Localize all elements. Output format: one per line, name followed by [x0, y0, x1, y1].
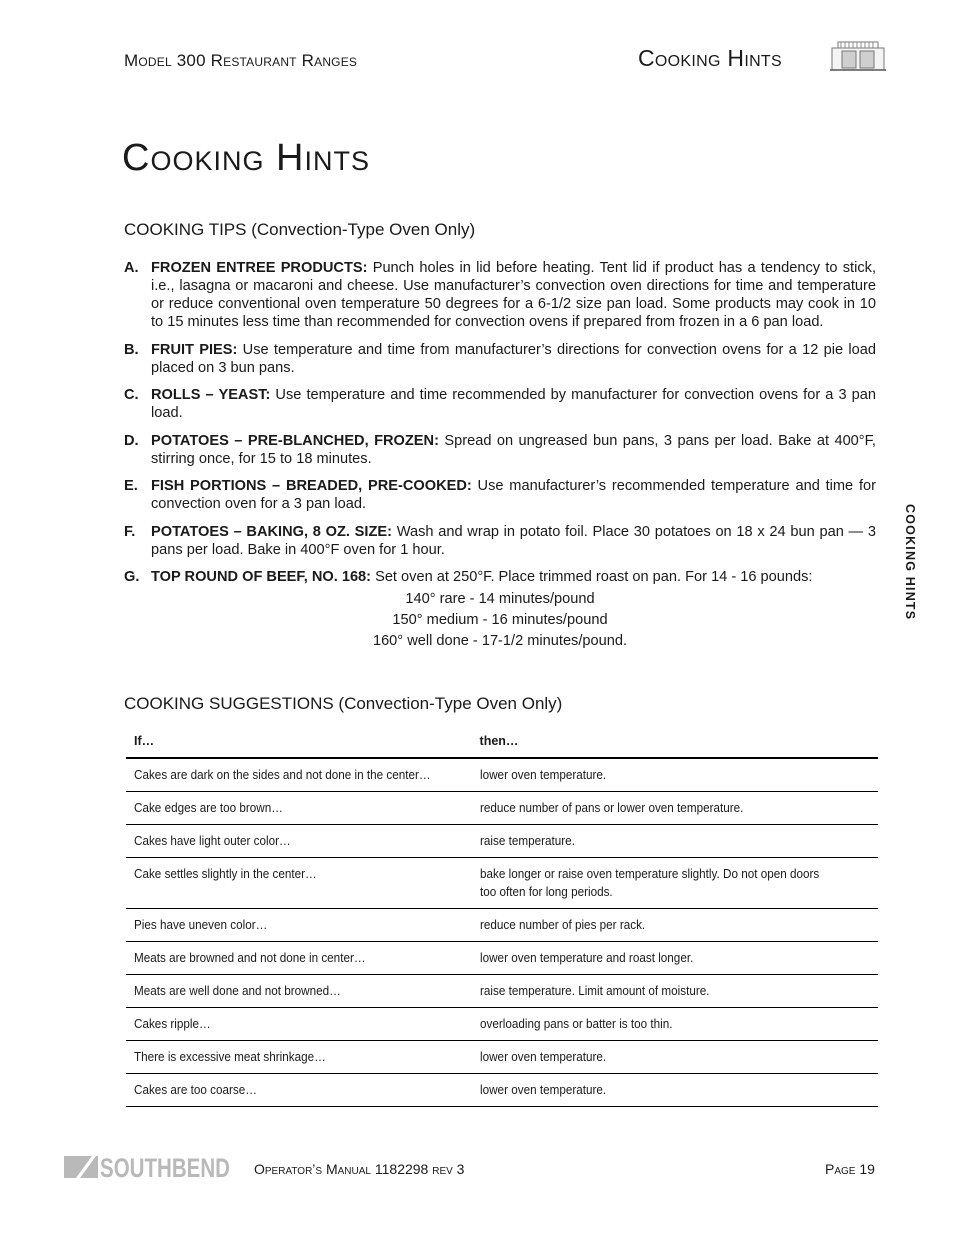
tip-label: FRUIT PIES:: [151, 341, 238, 358]
tip-letter: E.: [124, 478, 138, 494]
suggestions-heading: COOKING SUGGESTIONS (Convection-Type Oven Only): [124, 694, 563, 713]
tip-label: FROZEN ENTREE PRODUCTS:: [151, 260, 368, 276]
tip-text: Set oven at 250°F. Place trimmed roast on pan. For 14 - 16 pounds:: [371, 569, 813, 585]
page-number: Page 19: [825, 1161, 875, 1177]
range-oven-icon: [828, 38, 888, 74]
tip-letter: C.: [124, 387, 139, 403]
tip-letter: A.: [124, 260, 139, 276]
table-row: [126, 858, 878, 909]
condition-cell: Cakes are too coarse…: [134, 1082, 257, 1097]
tips-list: [124, 259, 876, 662]
tip-text: Wash and wrap in potato foil. Place 30 potatoes on 18 x 24 bun pan — 3 pans per load. Bake in 400°F oven for 1 hour.: [151, 523, 876, 558]
tip-item: [124, 432, 876, 468]
roast-time-line: 150° medium - 16 minutes/pound: [392, 612, 608, 628]
tip-letter: F.: [124, 523, 136, 540]
remedy-cell: overloading pans or batter is too thin.: [479, 1016, 673, 1031]
table-row: [126, 909, 878, 942]
tip-letter: D.: [124, 432, 139, 449]
tip-item: [124, 477, 876, 513]
footer-manual: Operator’s Manual 1182298 rev 3: [254, 1161, 465, 1177]
southbend-logo-icon: [64, 1152, 232, 1183]
tip-label: POTATOES – BAKING, 8 OZ. SIZE:: [151, 523, 392, 540]
suggestions-table: [126, 728, 878, 1107]
table-row: [126, 792, 878, 825]
remedy-cell: lower oven temperature.: [479, 1049, 606, 1064]
roast-time-line: 140° rare - 14 minutes/pound: [405, 591, 595, 607]
condition-cell: Cake settles slightly in the center…: [134, 866, 317, 881]
table-row: [126, 758, 878, 792]
table-row: [126, 975, 878, 1008]
tip-label: POTATOES – PRE-BLANCHED, FROZEN:: [151, 432, 439, 449]
table-row: [126, 1041, 878, 1074]
tip-text: Spread on ungreased bun pans, 3 pans per load. Bake at 400°F, stirring once, for 15 to 18 minutes.: [151, 432, 876, 467]
tip-item: [124, 341, 876, 377]
tip-item-g: [124, 568, 876, 652]
roast-time-line: 160° well done - 17-1/2 minutes/pound.: [372, 633, 628, 649]
table-header-row: [126, 728, 878, 758]
condition-cell: Cakes have light outer color…: [134, 833, 291, 848]
header-section: Cooking Hints: [638, 45, 782, 71]
remedy-cell: lower oven temperature.: [479, 1082, 606, 1097]
condition-cell: Cakes ripple…: [134, 1016, 211, 1031]
logo-text: SOUTHBEND: [100, 1153, 230, 1183]
tip-text: Punch holes in lid before heating. Tent lid if product has a tendency to stick, i.e., lasagna or macaroni and cheese. Use manufacturer’s convection oven directions for time and temperature or reduce conventional oven temperature 50 degrees for a 6-1/2 size pan load. Some products may cook in 10 to 15 minutes less time than recommended for convection ovens if prepared from frozen in a 6 pan load.: [151, 260, 877, 330]
table-row: [126, 825, 878, 858]
remedy-cell: lower oven temperature.: [479, 767, 606, 782]
roast-times: [124, 589, 876, 652]
tip-text: Use temperature and time from manufacturer’s directions for convection ovens for a 12 pie load placed on 3 bun pans.: [151, 341, 876, 376]
condition-cell: Cake edges are too brown…: [134, 800, 283, 815]
table-row: [126, 1008, 878, 1041]
column-header-if: If…: [126, 728, 472, 758]
tip-text: Use temperature and time recommended by manufacturer for convection ovens for a 3 pan load.: [151, 387, 876, 421]
condition-cell: Meats are browned and not done in center…: [134, 950, 366, 965]
tip-label: TOP ROUND OF BEEF, NO. 168:: [151, 569, 372, 585]
remedy-cell: bake longer or raise oven temperature slightly. Do not open doors too often for long periods.: [479, 866, 819, 899]
header-model: Model 300 Restaurant Ranges: [124, 51, 358, 70]
condition-cell: Meats are well done and not browned…: [134, 983, 341, 998]
remedy-cell: lower oven temperature and roast longer.: [479, 950, 693, 965]
condition-cell: There is excessive meat shrinkage…: [134, 1049, 326, 1064]
remedy-cell: reduce number of pans or lower oven temperature.: [479, 800, 743, 815]
remedy-cell: reduce number of pies per rack.: [479, 917, 645, 932]
side-tab-label: COOKING HINTS: [903, 504, 917, 621]
condition-cell: Pies have uneven color…: [134, 917, 268, 932]
tip-letter: G.: [124, 569, 140, 585]
tip-label: ROLLS – YEAST:: [151, 387, 271, 403]
tip-label: FISH PORTIONS – BREADED, PRE-COOKED:: [151, 478, 472, 494]
column-header-then: then…: [472, 728, 878, 758]
table-row: [126, 942, 878, 975]
tip-text: Use manufacturer’s recommended temperature and time for convection oven for a 3 pan load.: [151, 478, 876, 512]
remedy-cell: raise temperature.: [479, 833, 575, 848]
table-row: [126, 1074, 878, 1107]
tip-item: [124, 259, 876, 331]
tip-item: [124, 523, 876, 559]
page-title: Cooking Hints: [122, 137, 370, 179]
tip-item: [124, 386, 876, 422]
condition-cell: Cakes are dark on the sides and not done in the center…: [134, 767, 431, 782]
tip-letter: B.: [124, 341, 139, 358]
tips-heading: COOKING TIPS (Convection-Type Oven Only): [124, 220, 476, 239]
remedy-cell: raise temperature. Limit amount of moisture.: [479, 983, 710, 998]
